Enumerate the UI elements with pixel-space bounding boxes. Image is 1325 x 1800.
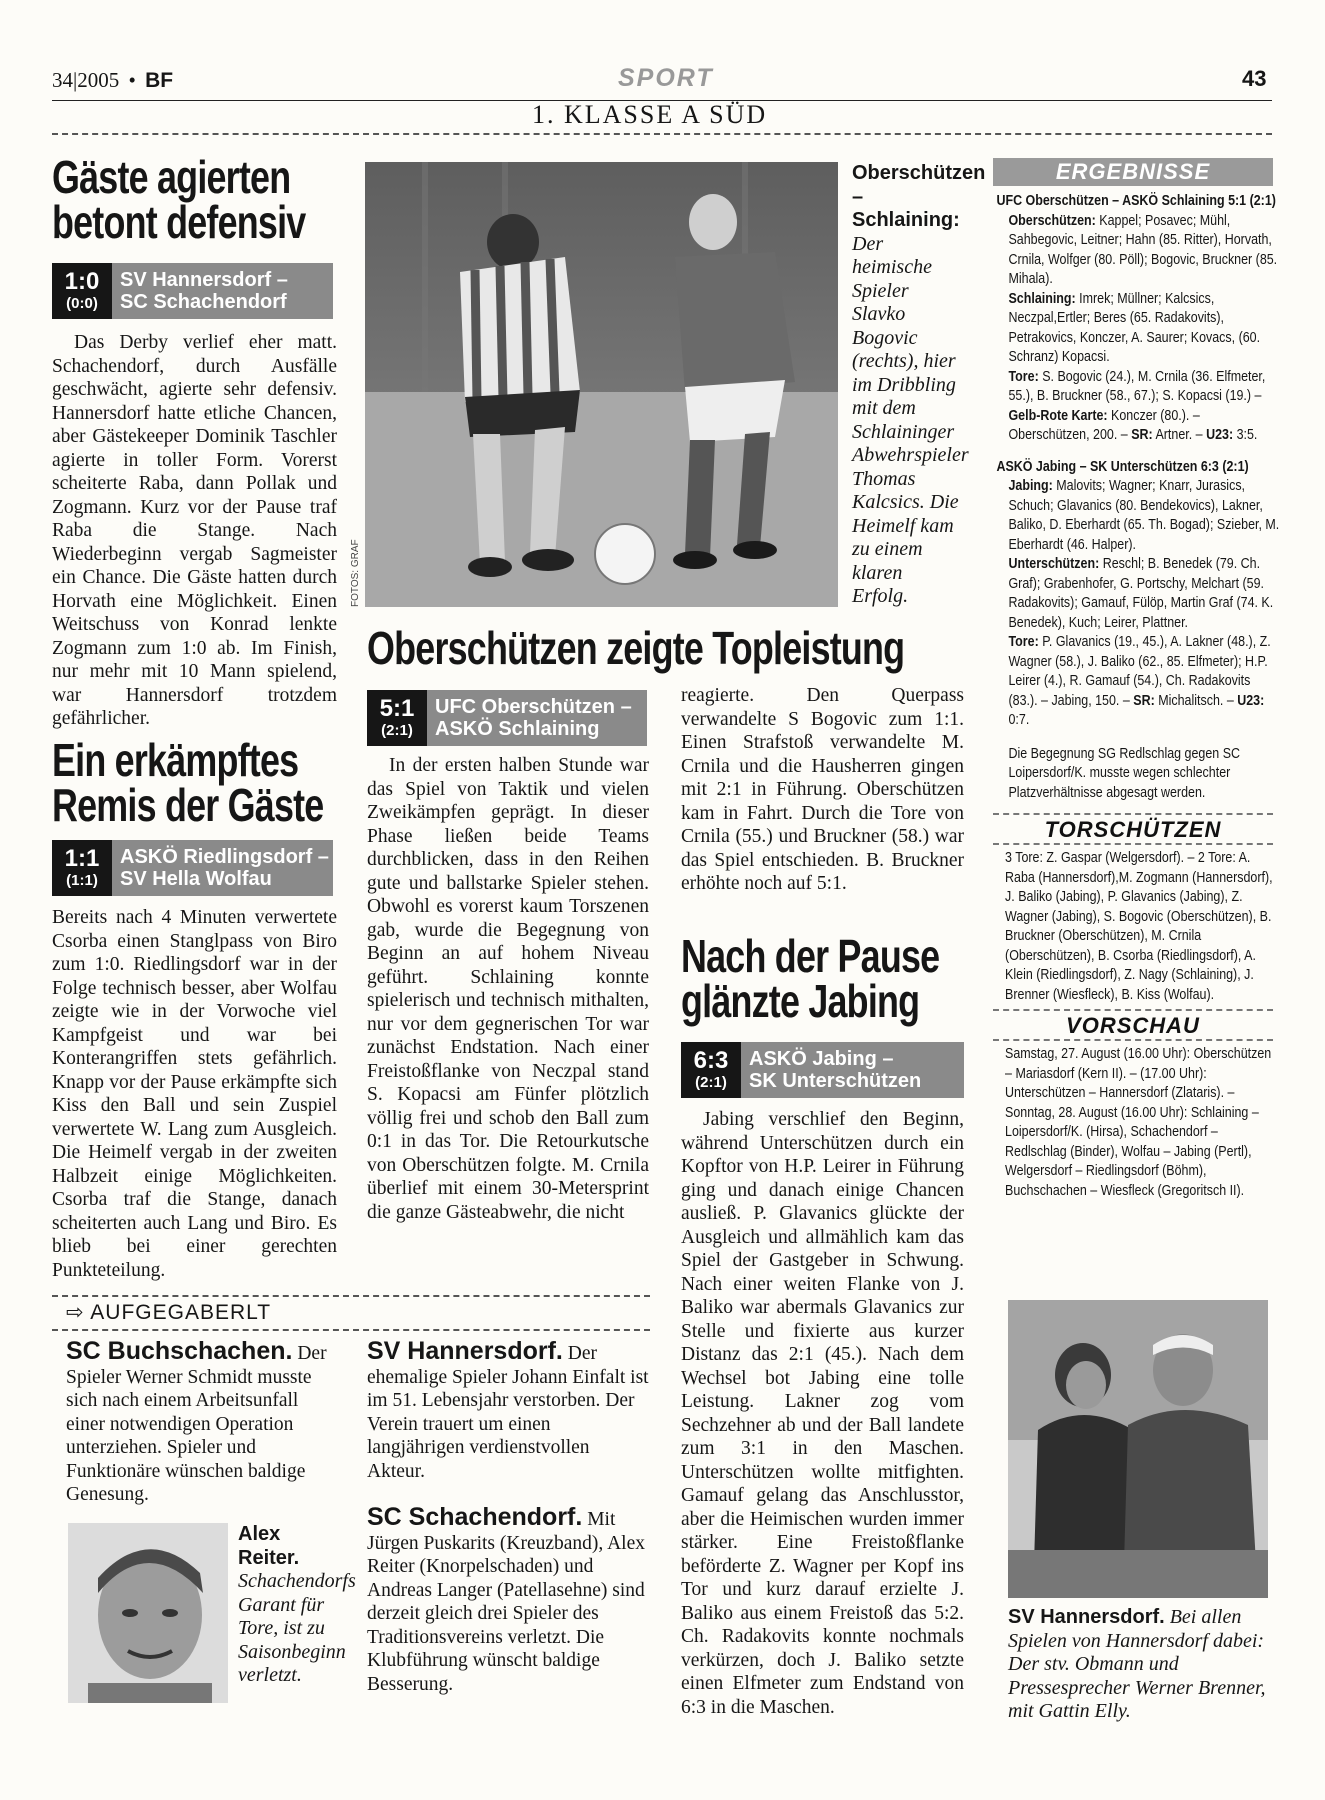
away-team: SV Hella Wolfau (120, 868, 272, 890)
caption-text: Schachendorfs Garant für Tore, ist zu Saisonbeginn verletzt. (238, 1570, 356, 1686)
page-subtitle: 1. KLASSE A SÜD (532, 100, 768, 129)
article-jabing-unterschuetzen (681, 930, 964, 1718)
match1-header: UFC Oberschützen – ASKÖ Schlaining 5:1 (2:1) (996, 193, 1276, 209)
preview-list: Samstag, 27. August (16.00 Uhr): Oberschützen – Mariasdorf (Kern II). – (17.00 Uhr): Unterschützen – Hannersdorf (Zlataris). – Sonntag, 28. August (16.00 Uhr): Schlaining – Loipersdorf/K. (Hirsa), Schachendorf – Redlschlag (Binder), Wolfau – Jabing (Pertl), Welgersdorf – Riedlingsdorf (Böhm), Buchschachen – Wiesfleck (Gregoritsch II). (1005, 1046, 1272, 1199)
match2-header: ASKÖ Jabing – SK Unterschützen 6:3 (2:1) (996, 458, 1249, 475)
match2-team2 (996, 555, 1279, 633)
arrow-icon: ⇨ (66, 1301, 85, 1324)
label: SR: (1133, 692, 1155, 709)
photo-credit: FOTOS: GRAF (350, 539, 361, 607)
photo-illustration (365, 162, 838, 607)
final-score: 1:0 (64, 268, 100, 295)
label: Tore: (1008, 634, 1039, 650)
torschuetzen-title: TORSCHÜTZEN (993, 813, 1273, 845)
photo-caption (852, 162, 986, 609)
halftime-score: (2:1) (695, 1074, 727, 1091)
home-team: ASKÖ Riedlingsdorf – (120, 846, 329, 868)
article-body (52, 906, 337, 1282)
section-title: SPORT (618, 64, 714, 92)
home-team: UFC Oberschützen – (435, 696, 632, 718)
headline-line1: Nach der Pause (681, 930, 940, 982)
score-teams (112, 840, 333, 896)
score-teams (112, 263, 333, 319)
aufgegaberlt-label: AUFGEGABERLT (90, 1301, 272, 1324)
notice-hannersdorf (367, 1337, 649, 1483)
final-score: 6:3 (693, 1047, 729, 1074)
article-body-col2 (681, 684, 964, 896)
score-result (52, 263, 112, 319)
score-box (681, 1042, 964, 1098)
sidebar-photo (1008, 1300, 1268, 1598)
publication-name: BF (145, 69, 174, 92)
label: Schlaining: (1008, 290, 1076, 307)
paragraph: In der ersten halben Stunde war das Spiel von Taktik und vielen Zweikämpfen geprägt. In dieser Phase ließen beide Teams durchblicken, dass in den Reihen gute und ballstarke Spieler stehen. Obwohl es vorerst kaum Torszenen gab, wurde die Begegnung von Beginn an auf hohem Niveau geführt. Schlaining konnte spielerisch und technisch mithalten, nur vor dem gegnerischen Tor war zunächst Endstation. Nach einer Freistoßflanke von Neczpal stand S. Kopacsi am Fünfer plötzlich völlig frei und schob den Ball zum 0:1 in das Tor. Die Retourkutsche von Oberschützen folgte. M. Crnila überlief mit einem 30-Metersprint die ganze Gästeabwehr, die nicht (367, 755, 649, 1223)
caption-title: Oberschützen – Schlaining: (852, 162, 986, 231)
score-box-oberschuetzen (367, 690, 647, 746)
score-box (52, 263, 333, 319)
label: U23: (1237, 692, 1265, 709)
sidebar-photo-caption (1008, 1606, 1270, 1724)
notice-text: Der Spieler Werner Schmidt musste sich nach einem Arbeitsunfall einer notwendigen Operation unterziehen. Spieler und Funktionäre wünschen baldige Genesung. (66, 1343, 327, 1505)
cancelled-note: Die Begegnung SG Redlschlag gegen SC Loipersdorf/K. musste wegen schlechter Platzverhältnisse abgesagt werden. (1008, 745, 1241, 801)
score-teams (427, 690, 647, 746)
referee: Artner. – (1155, 427, 1203, 443)
label: Jabing: (1008, 478, 1053, 494)
scorers-list: 3 Tore: Z. Gaspar (Welgersdorf). – 2 Tore: A. Raba (Hannersdorf),M. Zogmann (Hannersdorf), J. Baliko (Jabing), P. Glavanics (Jabing), Z. Wagner (Jabing), S. Bogovic (Oberschützen), B. Bruckner (Oberschützen), M. Crnila (Oberschützen), B. Csorba (Riedlingsdorf), A. Klein (Riedlingsdorf), Z. Nagy (Schlaining), J. Brenner (Wiesfleck), B. Kiss (Wolfau). (1005, 850, 1273, 1003)
couple-illustration (1008, 1300, 1268, 1598)
headline-line2: betont defensiv (52, 196, 306, 248)
caption-text: Der heimische Spieler Slavko Bogovic (rechts), hier im Dribbling mit dem Schlaininger Abwehrspieler Thomas Kalcsics. Die Heimelf kam zu einem klaren Erfolg. (852, 232, 969, 607)
notice-text: Der ehemalige Spieler Johann Einfalt ist im 51. Lebensjahr verstorben. Der Verein trauert um einen langjährigen verdienstvollen Akteur. (367, 1343, 649, 1482)
card: Konczer (80.). – Oberschützen, 200. – (1008, 407, 1200, 443)
paragraph: Das Derby verlief eher matt. Schachendorf, durch Ausfälle geschwächt, agierte sehr defensiv. Hannersdorf hatte etliche Chancen, aber Gästekeeper Dominik Taschler agierte in toller Form. Vorerst scheiterte Raba, dann Pollak und Zogmann. Kurz vor der Pause traf Raba die Stange. Nach Wiederbeginn vergab Sagmeister ein Chance. Die Gäste hatten durch Horvath eine Möglichkeit. Einen Weitschuss von Konrad lenkte Zogmann zum 1:0 ab. Im Finish, nur mehr mit 10 Mann spielend, war Hannersdorf trotzdem gefährlicher. (52, 332, 337, 729)
notice-title: SC Schachendorf. (367, 1503, 583, 1531)
paragraph: Jabing verschlief den Beginn, während Unterschützen durch ein Kopftor von H.P. Leirer in Führung ging und danach einige Chancen ausließ. P. Glavanics glückte der Ausgleich und allmählich kam das Spiel der Gastgeber in Schwung. Nach einer weiten Flanke von J. Baliko war abermals Glavanics zur Stelle und fixierte aus kurzer Distanz das 2:1 (45.). Nach dem Wechsel bot Jabing eine tolle Leistung. Lakner zog vom Sechzehner ab und der Ball landete zum 3:1 in den Maschen. Unterschützen wollte mitfighten. Gamauf gelang das Anschlusstor, aber die Heimischen wurden immer stärker. Eine Freistoßflanke beförderte Z. Wagner per Kopf ins Tor und kurz darauf erzielte J. Baliko aus einem Freistoß das 5:2. Ch. Radakovits konnte nochmals verkürzen, doch J. Baliko setzte einen Elfmeter zum Endstand von 6:3 in die Maschen. (681, 1109, 964, 1718)
score-box (52, 840, 333, 896)
caption-text: Bei allen Spielen von Hannersdorf dabei: Der stv. Obmann und Pressesprecher Werner Brenner, mit Gattin Elly. (1008, 1606, 1266, 1722)
u23: 0:7. (1008, 712, 1030, 728)
home-team: SV Hannersdorf – (120, 269, 288, 291)
halftime-score: (1:1) (66, 872, 98, 889)
caption-title: SV Hannersdorf. (1008, 1606, 1165, 1628)
halftime-score: (2:1) (381, 722, 413, 739)
sidebar (993, 158, 1280, 1201)
match1-team1 (996, 212, 1279, 290)
score-result (681, 1042, 741, 1098)
halftime-score: (0:0) (66, 295, 98, 312)
subtitle-rule (52, 133, 1272, 135)
label: Gelb-Rote Karte: (1008, 407, 1108, 424)
article-body (681, 1108, 964, 1719)
match2-team1 (996, 477, 1279, 555)
caption-title: Alex Reiter. (238, 1523, 300, 1569)
goals: P. Glavanics (19., 45.), A. Lakner (48.), Z. Wagner (58.), J. Baliko (62., 85. Elfmeter); H.P. Leirer (4.), R. Gamauf (54.), Ch. Radakovits (83.). – Jabing, 150. – (1008, 634, 1271, 709)
aufgegaberlt-rule-bottom (52, 1329, 650, 1331)
issue-number: 34|2005 (52, 68, 120, 92)
paragraph: reagierte. Den Querpass verwandelte S Bogovic zum 1:1. Einen Strafstoß verwandelte M. Crnila und die Hausherren gingen mit 2:1 in Führung. Oberschützen kam in Fahrt. Durch die Tore von Crnila (55.) und Bruckner (58.) war das Spiel entschieden. B. Bruckner erhöhte noch auf 5:1. (681, 685, 964, 894)
match2-goals (996, 633, 1279, 731)
results-block (993, 192, 1283, 803)
ergebnisse-title: ERGEBNISSE (993, 158, 1273, 186)
portrait-caption (238, 1523, 356, 1688)
notice-title: SC Buchschachen. (66, 1337, 293, 1365)
notice-schachendorf (367, 1503, 649, 1696)
notice-buchschachen (66, 1337, 338, 1507)
headline-line2: Remis der Gäste (52, 779, 324, 831)
portrait-photo (68, 1523, 228, 1703)
headline-line1: Gäste agierten (52, 151, 291, 203)
label: U23: (1206, 427, 1234, 443)
issue-info (52, 68, 173, 93)
notice-text: Mit Jürgen Puskarits (Kreuzband), Alex Reiter (Knorpelschaden) und Andreas Langer (Patellasehne) sind derzeit gleich drei Spieler des Traditionsvereins verletzt. Die Klubführung wünscht baldige Besserung. (367, 1509, 645, 1695)
football (595, 524, 655, 584)
paragraph: Bereits nach 4 Minuten verwertete Csorba einen Stanglpass von Biro zum 1:0. Riedlingsdorf war in der Folge technisch besser, aber Wolfau zeigte wie in der Vorwoche viel Kampfgeist und war bei Konterangriffen stets gefährlich. Knapp vor der Pause erkämpfte sich Kiss den Ball und sein Zuspiel verwertete W. Lang zum Ausgleich. Die Heimelf vergab in der zweiten Halbzeit einige Möglichkeiten. Csorba traf die Stange, danach scheiterten auch Lang und Biro. Es blieb bei einer gerechten Punkteteilung. (52, 907, 337, 1281)
label: Tore: (1008, 368, 1039, 385)
page-number: 43 (1242, 66, 1267, 91)
goals: S. Bogovic (24.), M. Crnila (36. Elfmeter, 55.), B. Bruckner (58., 67.); S. Kopacsi (19.) – (1008, 368, 1266, 404)
vorschau-title: VORSCHAU (993, 1009, 1273, 1041)
label: Oberschützen: (1008, 212, 1096, 229)
lineup: Kappel; Posavec; Mühl, Sahbegovic, Leitner; Hahn (85. Ritter), Horvath, Crnila, Wolfger (80. Pöll); Bogovic, Bruckner (85. Mihala). (1008, 212, 1278, 287)
headline-line1: Ein erkämpftes (52, 734, 299, 786)
portrait-illustration (68, 1523, 228, 1703)
u23: 3:5. (1236, 427, 1258, 443)
label: SR: (1131, 427, 1153, 443)
article-riedlingsdorf-wolfau (52, 734, 337, 1281)
headline-oberschuetzen: Oberschützen zeigte Topleistung (367, 622, 905, 674)
lineup: Reschl; B. Benedek (79. Ch. Graf); Grabenhofer, G. Portschy, Melchart (59. Radakovits); Gamauf, Fülöp, Martin Graf (74. K. Benedek), Kuch; Leirer, Plattner. (1008, 556, 1274, 631)
final-score: 5:1 (379, 695, 415, 722)
score-result (52, 840, 112, 896)
score-result (367, 690, 427, 746)
aufgegaberlt-heading (66, 1300, 271, 1325)
label: Unterschützen: (1008, 556, 1100, 572)
score-teams (741, 1042, 964, 1098)
notice-title: SV Hannersdorf. (367, 1337, 563, 1365)
home-team: ASKÖ Jabing – (749, 1048, 894, 1070)
match1-team2 (996, 290, 1279, 368)
article-hannersdorf-schachendorf (52, 151, 337, 729)
aufgegaberlt-rule (52, 1295, 650, 1297)
article-body-col1 (367, 754, 649, 1224)
final-score: 1:1 (64, 845, 100, 872)
lineup: Imrek; Müllner; Kalcsics, Neczpal,Ertler; Beres (65. Radakovits), Petrakovics, Konczer, A. Saurer; Kovacs, (60. Schranz) Kopacsi. (1008, 290, 1261, 365)
article-body (52, 331, 337, 731)
bullet: • (128, 68, 136, 92)
match1-goals (996, 368, 1279, 446)
away-team: SK Unterschützen (749, 1070, 922, 1092)
referee: Michalitsch. – (1158, 692, 1234, 709)
headline-line2: glänzte Jabing (681, 975, 920, 1027)
lineup: Malovits; Wagner; Knarr, Jurasics, Schuch; Glavanics (80. Bendekovics), Lakner, Baliko, D. Eberhardt (65. Th. Bogad); Szieber, M. Eberhardt (46. Halper). (1008, 478, 1280, 553)
away-team: SC Schachendorf (120, 291, 287, 313)
match-photo (365, 162, 838, 607)
away-team: ASKÖ Schlaining (435, 718, 600, 740)
